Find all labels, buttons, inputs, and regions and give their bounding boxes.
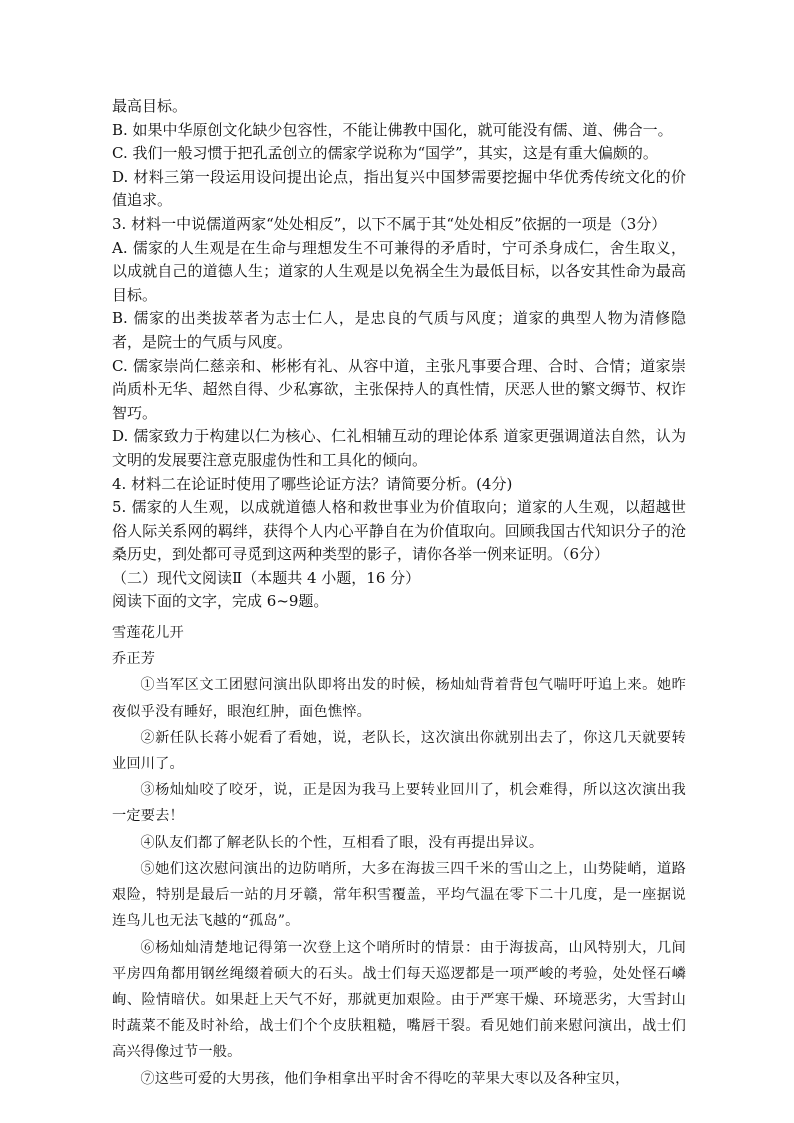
- question-4: 4. 材料二在论证时使用了哪些论证方法？请简要分析。(4分): [112, 474, 513, 493]
- questions-section: [112, 95, 686, 614]
- option-a-continued: 最高目标。: [112, 97, 188, 115]
- option-d: D. 材料三第一段运用设问提出论点，指出复兴中国梦需要挖掘中华优秀传统文化的价值追求。: [112, 167, 686, 210]
- story-paragraph-5: ⑤她们这次慰问演出的边防哨所，大多在海拔三四千米的雪山之上，山势陡峭，道路艰险，特别是最后一站的月牙赣，常年积雪覆盖，平均气温在零下二十几度，是一座据说连鸟儿也无法飞越的“孤岛”。: [112, 860, 686, 930]
- story-paragraph-7: ⑦这些可爱的大男孩，他们争相拿出平时舍不得吃的苹果大枣以及各种宝贝，: [140, 1070, 630, 1087]
- section-heading: （二）现代文阅读Ⅱ（本题共 4 小题，16 分）: [112, 568, 421, 587]
- option-b: B. 如果中华原创文化缺少包容性，不能让佛教中国化，就可能没有儒、道、佛合一。: [112, 120, 673, 139]
- story-paragraph-1: ①当军区文工团慰问演出队即将出发的时候，杨灿灿背着背包气喘吁吁追上来。她昨夜似乎没有睡好，眼泡红肿，面色憔悴。: [112, 677, 686, 720]
- story-paragraph-4: ④队友们都了解老队长的个性，互相看了眼，没有再提出异议。: [140, 834, 544, 851]
- q3-option-b: B. 儒家的出类拔萃者为志士仁人，是忠良的气质与风度；道家的典型人物为清修隐者，是院士的气质与风度。: [112, 309, 686, 351]
- exam-page: [112, 95, 686, 1092]
- reading-instruction: 阅读下面的文字，完成 6~9题。: [112, 592, 329, 611]
- story-section: [112, 620, 686, 1092]
- question-5: 5. 儒家的人生观，以成就道德人格和救世事业为价值取向；道家的人生观，以超越世俗人际关系网的羁绊，获得个人内心平静自在为价值取向。回顾我国古代知识分子的沧桑历史，到处都可寻觅到这两种类型的影子，请你各举一例来证明。（6分）: [112, 498, 686, 564]
- q3-option-a: A. 儒家的人生观是在生命与理想发生不可兼得的矛盾时，宁可杀身成仁，舍生取义，以成就自己的道德人生；道家的人生观是以免祸全生为最低目标，以各安其性命为最高目标。: [112, 238, 686, 304]
- story-title: 雪莲花儿开: [112, 625, 184, 642]
- story-paragraph-6: ⑥杨灿灿清楚地记得第一次登上这个哨所时的情景：由于海拔高，山风特别大，几间平房四角都用钢丝绳缀着硕大的石头。战士们每天巡逻都是一项严峻的考验，处处怪石嶙峋、险情暗伏。如果赶上天气不好，那就更加艰险。由于严寒干燥、环境恶劣，大雪封山时蔬菜不能及时补给，战士们个个皮肤粗糙，嘴唇干裂。看见她们前来慰问演出，战士们高兴得像过节一般。: [112, 939, 686, 1061]
- question-3: 3. 材料一中说儒道两家“处处相反”，以下不属于其“处处相反”依据的一项是（3分）: [112, 214, 667, 233]
- q3-option-d: D. 儒家致力于构建以仁为核心、仁礼相辅互动的理论体系 道家更强调道法自然，认为文明的发展要注意克服虚伪性和工具化的倾向。: [112, 427, 686, 469]
- story-paragraph-2: ②新任队长蒋小妮看了看她，说，老队长，这次演出你就别出去了，你这几天就要转业回川了。: [112, 729, 686, 773]
- story-paragraph-3: ③杨灿灿咬了咬牙，说，正是因为我马上要转业回川了，机会难得，所以这次演出我一定要去！: [112, 782, 686, 825]
- story-author: 乔正芳: [112, 651, 156, 668]
- q3-option-c: C. 儒家崇尚仁慈亲和、彬彬有礼、从容中道，主张凡事要合理、合时、合情；道家崇尚质朴无华、超然自得、少私寡欲，主张保持人的真性情，厌恶人世的繁文缛节、权诈智巧。: [112, 356, 686, 422]
- option-c: C. 我们一般习惯于把孔孟创立的儒家学说称为“国学”，其实，这是有重大偏颇的。: [112, 144, 658, 163]
